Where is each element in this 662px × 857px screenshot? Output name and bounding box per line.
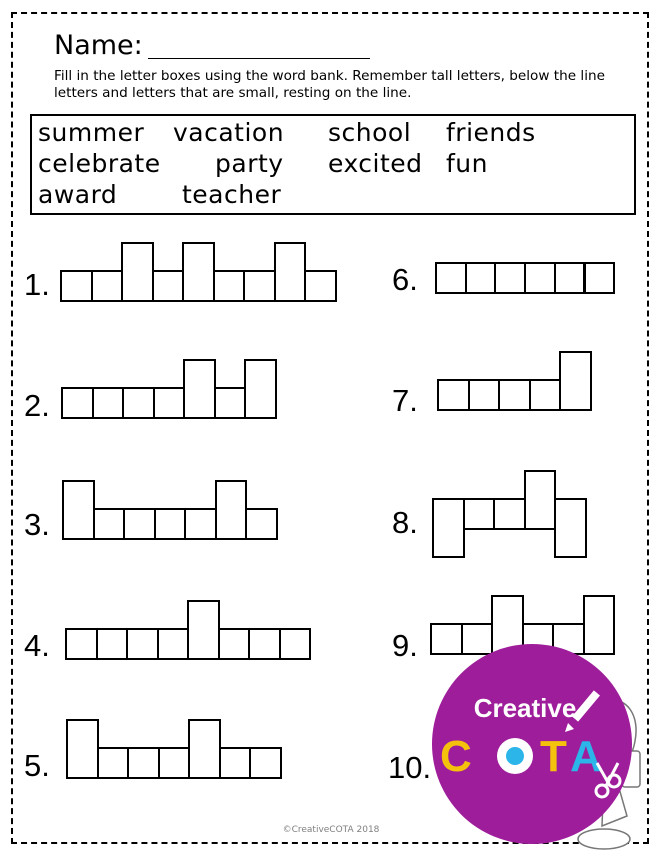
- letter-box-tall[interactable]: [524, 470, 557, 530]
- creative-cota-logo: [432, 641, 642, 851]
- letter-box-tall[interactable]: [188, 719, 221, 779]
- letter-box-small[interactable]: [65, 628, 98, 660]
- word-bank-word: fun: [446, 149, 488, 178]
- letter-box-small[interactable]: [122, 387, 155, 419]
- exercise-number: 7.: [392, 383, 418, 418]
- letter-box-small[interactable]: [465, 262, 497, 294]
- letter-box-small[interactable]: [126, 628, 159, 660]
- letter-box-tall[interactable]: [62, 480, 95, 540]
- exercise-number: 1.: [24, 267, 50, 302]
- instructions: Fill in the letter boxes using the word bank. Remember tall letters, below the line letters and letters that are small, resting on the line.: [54, 68, 605, 101]
- letter-box-small[interactable]: [123, 508, 156, 540]
- logo-cota-word: COTA: [432, 641, 435, 642]
- letter-box-small[interactable]: [248, 628, 281, 660]
- letter-box-tall[interactable]: [215, 480, 248, 540]
- word-bank-word: teacher: [182, 180, 282, 209]
- letter-box-small[interactable]: [157, 628, 190, 660]
- logo-text-creative: Creative: [473, 693, 577, 723]
- letter-box-tall[interactable]: [187, 600, 220, 660]
- word-bank-word: vacation: [173, 118, 285, 147]
- exercise-number: 10.: [388, 750, 432, 785]
- letter-box-small[interactable]: [468, 379, 501, 411]
- letter-box-small[interactable]: [279, 628, 312, 660]
- exercise-number: 8.: [392, 505, 418, 540]
- letter-box-small[interactable]: [493, 498, 526, 530]
- letter-box-below[interactable]: [554, 498, 587, 558]
- letter-box-small[interactable]: [584, 262, 616, 294]
- word-bank-word: award: [38, 180, 118, 209]
- word-bank-word: celebrate: [38, 149, 161, 178]
- letter-box-small[interactable]: [213, 270, 246, 302]
- letter-box-small[interactable]: [554, 262, 586, 294]
- letter-box-tall[interactable]: [121, 242, 154, 302]
- word-bank-word: school: [328, 118, 412, 147]
- letter-box-small[interactable]: [437, 379, 470, 411]
- letter-box-small[interactable]: [494, 262, 526, 294]
- word-bank-word: summer: [38, 118, 145, 147]
- letter-box-small[interactable]: [97, 747, 130, 779]
- letter-box-tall[interactable]: [66, 719, 99, 779]
- name-input-line[interactable]: [148, 58, 370, 59]
- exercise-number: 4.: [24, 628, 50, 663]
- letter-box-small[interactable]: [529, 379, 562, 411]
- letter-box-small[interactable]: [153, 387, 186, 419]
- letter-box-small[interactable]: [92, 387, 125, 419]
- logo-letter-a: A: [570, 732, 602, 781]
- letter-box-small[interactable]: [152, 270, 185, 302]
- logo-letter-c: C: [440, 732, 472, 781]
- letter-box-small[interactable]: [60, 270, 93, 302]
- letter-box-small[interactable]: [304, 270, 337, 302]
- letter-box-small[interactable]: [154, 508, 187, 540]
- copyright: ©CreativeCOTA 2018: [282, 825, 380, 835]
- letter-box-small[interactable]: [463, 498, 496, 530]
- letter-box-small[interactable]: [218, 628, 251, 660]
- exercise-number: 2.: [24, 388, 50, 423]
- letter-box-small[interactable]: [435, 262, 467, 294]
- exercise-number: 5.: [24, 748, 50, 783]
- letter-box-tall[interactable]: [274, 242, 307, 302]
- letter-box-tall[interactable]: [559, 351, 592, 411]
- letter-box-tall[interactable]: [244, 359, 277, 419]
- letter-box-tall[interactable]: [182, 242, 215, 302]
- exercise-number: 3.: [24, 507, 50, 542]
- letter-box-small[interactable]: [158, 747, 191, 779]
- letter-box-small[interactable]: [184, 508, 217, 540]
- word-bank-word: excited: [328, 149, 423, 178]
- exercise-number: 6.: [392, 262, 418, 297]
- exercise-number: 9.: [392, 628, 418, 663]
- letter-box-below[interactable]: [432, 498, 465, 558]
- letter-box-small[interactable]: [91, 270, 124, 302]
- logo-letter-o-center: [506, 747, 524, 765]
- word-bank-word: friends: [446, 118, 536, 147]
- letter-box-small[interactable]: [243, 270, 276, 302]
- letter-box-small[interactable]: [245, 508, 278, 540]
- letter-box-tall[interactable]: [183, 359, 216, 419]
- letter-box-small[interactable]: [127, 747, 160, 779]
- logo-letter-t: T: [540, 732, 567, 781]
- letter-box-small[interactable]: [524, 262, 556, 294]
- letter-box-small[interactable]: [249, 747, 282, 779]
- letter-box-small[interactable]: [93, 508, 126, 540]
- name-label: Name:: [54, 30, 143, 61]
- letter-box-small[interactable]: [96, 628, 129, 660]
- letter-box-small[interactable]: [498, 379, 531, 411]
- letter-box-small[interactable]: [61, 387, 94, 419]
- letter-box-small[interactable]: [214, 387, 247, 419]
- word-bank-word: party: [215, 149, 284, 178]
- word-bank: [30, 114, 636, 215]
- letter-box-small[interactable]: [219, 747, 252, 779]
